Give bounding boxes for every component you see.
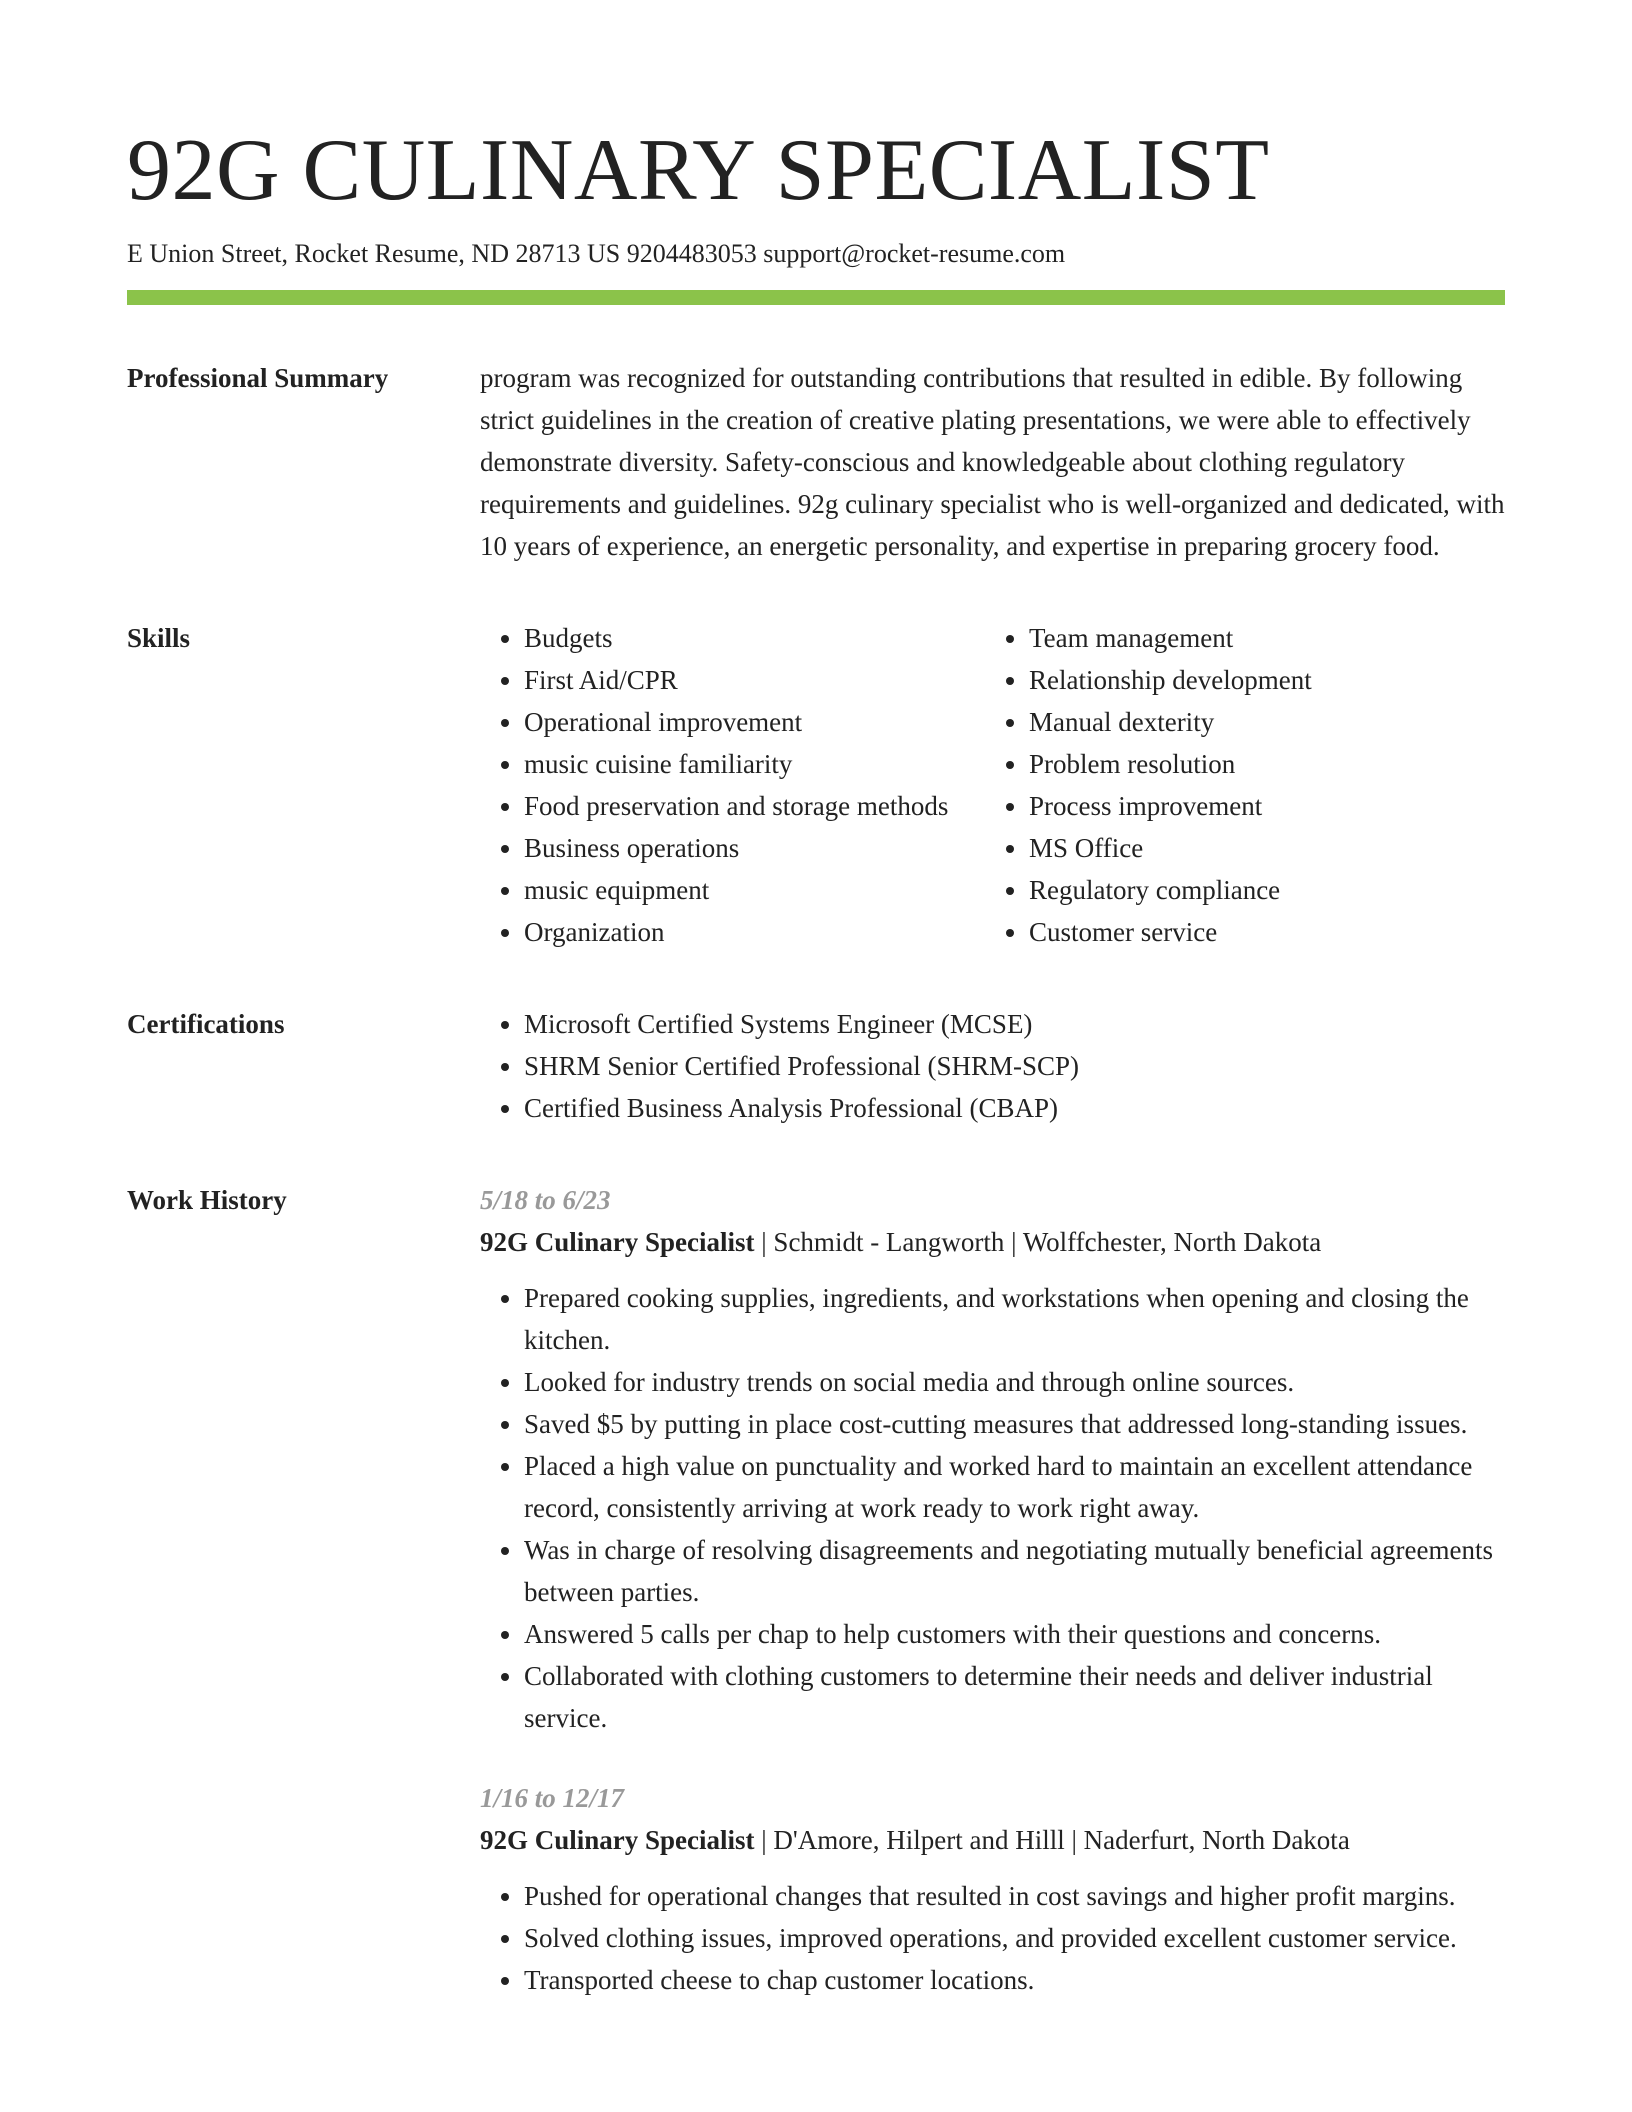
summary-section <box>127 357 1505 567</box>
job-bullets <box>480 1277 1505 1739</box>
certifications-label: Certifications <box>127 1009 285 1039</box>
work-history-section <box>127 1179 1505 2039</box>
summary-text: program was recognized for outstanding contributions that resulted in edible. By following strict guidelines in the creation of creative plating presentations, we were able to effectively demonstrate diversity. Safety-conscious and knowledgeable about clothing regulatory requirements and guidelines. 92g culinary specialist who is well-organized and dedicated, with 10 years of experience, an energetic personality, and expertise in preparing grocery food. <box>480 363 1505 561</box>
skill-item: • Food preservation and storage methods <box>524 785 985 827</box>
accent-divider <box>127 290 1505 305</box>
job-date: 1/16 to 12/17 <box>480 1783 625 1813</box>
job-details: | D'Amore, Hilpert and Hilll | Naderfurt, North Dakota <box>754 1825 1350 1855</box>
skill-item: • Organization <box>524 911 985 953</box>
skill-item: • music equipment <box>524 869 985 911</box>
job-title-line <box>480 1819 1505 1861</box>
job-title: 92G Culinary Specialist <box>480 1227 755 1257</box>
job-entry <box>480 1777 1505 2001</box>
skill-item: • Business operations <box>524 827 985 869</box>
skill-item: • Regulatory compliance <box>1029 869 1505 911</box>
job-bullet: • Looked for industry trends on social media and through online sources. <box>524 1361 1505 1403</box>
job-title: 92G Culinary Specialist <box>480 1825 755 1855</box>
job-entry <box>480 1179 1505 1739</box>
skills-list-right <box>985 617 1505 953</box>
skills-list-left <box>480 617 985 953</box>
job-bullets <box>480 1875 1505 2001</box>
job-bullet: • Prepared cooking supplies, ingredients, and workstations when opening and closing the kitchen. <box>524 1277 1505 1361</box>
skill-item: • Customer service <box>1029 911 1505 953</box>
skill-item: • MS Office <box>1029 827 1505 869</box>
job-bullet: • Answered 5 calls per chap to help customers with their questions and concerns. <box>524 1613 1505 1655</box>
skill-item: • Team management <box>1029 617 1505 659</box>
job-bullet: • Solved clothing issues, improved operations, and provided excellent customer service. <box>524 1917 1505 1959</box>
summary-label: Professional Summary <box>127 363 389 393</box>
skill-item: • Budgets <box>524 617 985 659</box>
job-bullet: • Placed a high value on punctuality and worked hard to maintain an excellent attendance record, consistently arriving at work ready to work right away. <box>524 1445 1505 1529</box>
skill-item: • music cuisine familiarity <box>524 743 985 785</box>
certifications-list <box>480 1003 1505 1129</box>
certification-item: • SHRM Senior Certified Professional (SHRM-SCP) <box>524 1045 1505 1087</box>
job-bullet: • Saved $5 by putting in place cost-cutting measures that addressed long-standing issues. <box>524 1403 1505 1445</box>
skill-item: • First Aid/CPR <box>524 659 985 701</box>
job-bullet: • Was in charge of resolving disagreements and negotiating mutually beneficial agreements between parties. <box>524 1529 1505 1613</box>
certifications-section <box>127 1003 1505 1129</box>
skill-item: • Relationship development <box>1029 659 1505 701</box>
skill-item: • Problem resolution <box>1029 743 1505 785</box>
skill-item: • Manual dexterity <box>1029 701 1505 743</box>
contact-line: E Union Street, Rocket Resume, ND 28713 US 9204483053 support@rocket-resume.com <box>127 239 1066 268</box>
certification-item: • Certified Business Analysis Professional (CBAP) <box>524 1087 1505 1129</box>
skill-item: • Process improvement <box>1029 785 1505 827</box>
skill-item: • Operational improvement <box>524 701 985 743</box>
skills-label: Skills <box>127 623 191 653</box>
work-history-label: Work History <box>127 1185 287 1215</box>
job-bullet: • Collaborated with clothing customers to determine their needs and deliver industrial service. <box>524 1655 1505 1739</box>
skills-section <box>127 617 1505 953</box>
job-date: 5/18 to 6/23 <box>480 1185 611 1215</box>
certification-item: • Microsoft Certified Systems Engineer (MCSE) <box>524 1003 1505 1045</box>
resume-name-heading: 92G CULINARY SPECIALIST <box>127 122 1270 219</box>
job-details: | Schmidt - Langworth | Wolffchester, North Dakota <box>754 1227 1322 1257</box>
job-bullet: • Pushed for operational changes that resulted in cost savings and higher profit margins. <box>524 1875 1505 1917</box>
job-bullet: • Transported cheese to chap customer locations. <box>524 1959 1505 2001</box>
job-title-line <box>480 1221 1505 1263</box>
